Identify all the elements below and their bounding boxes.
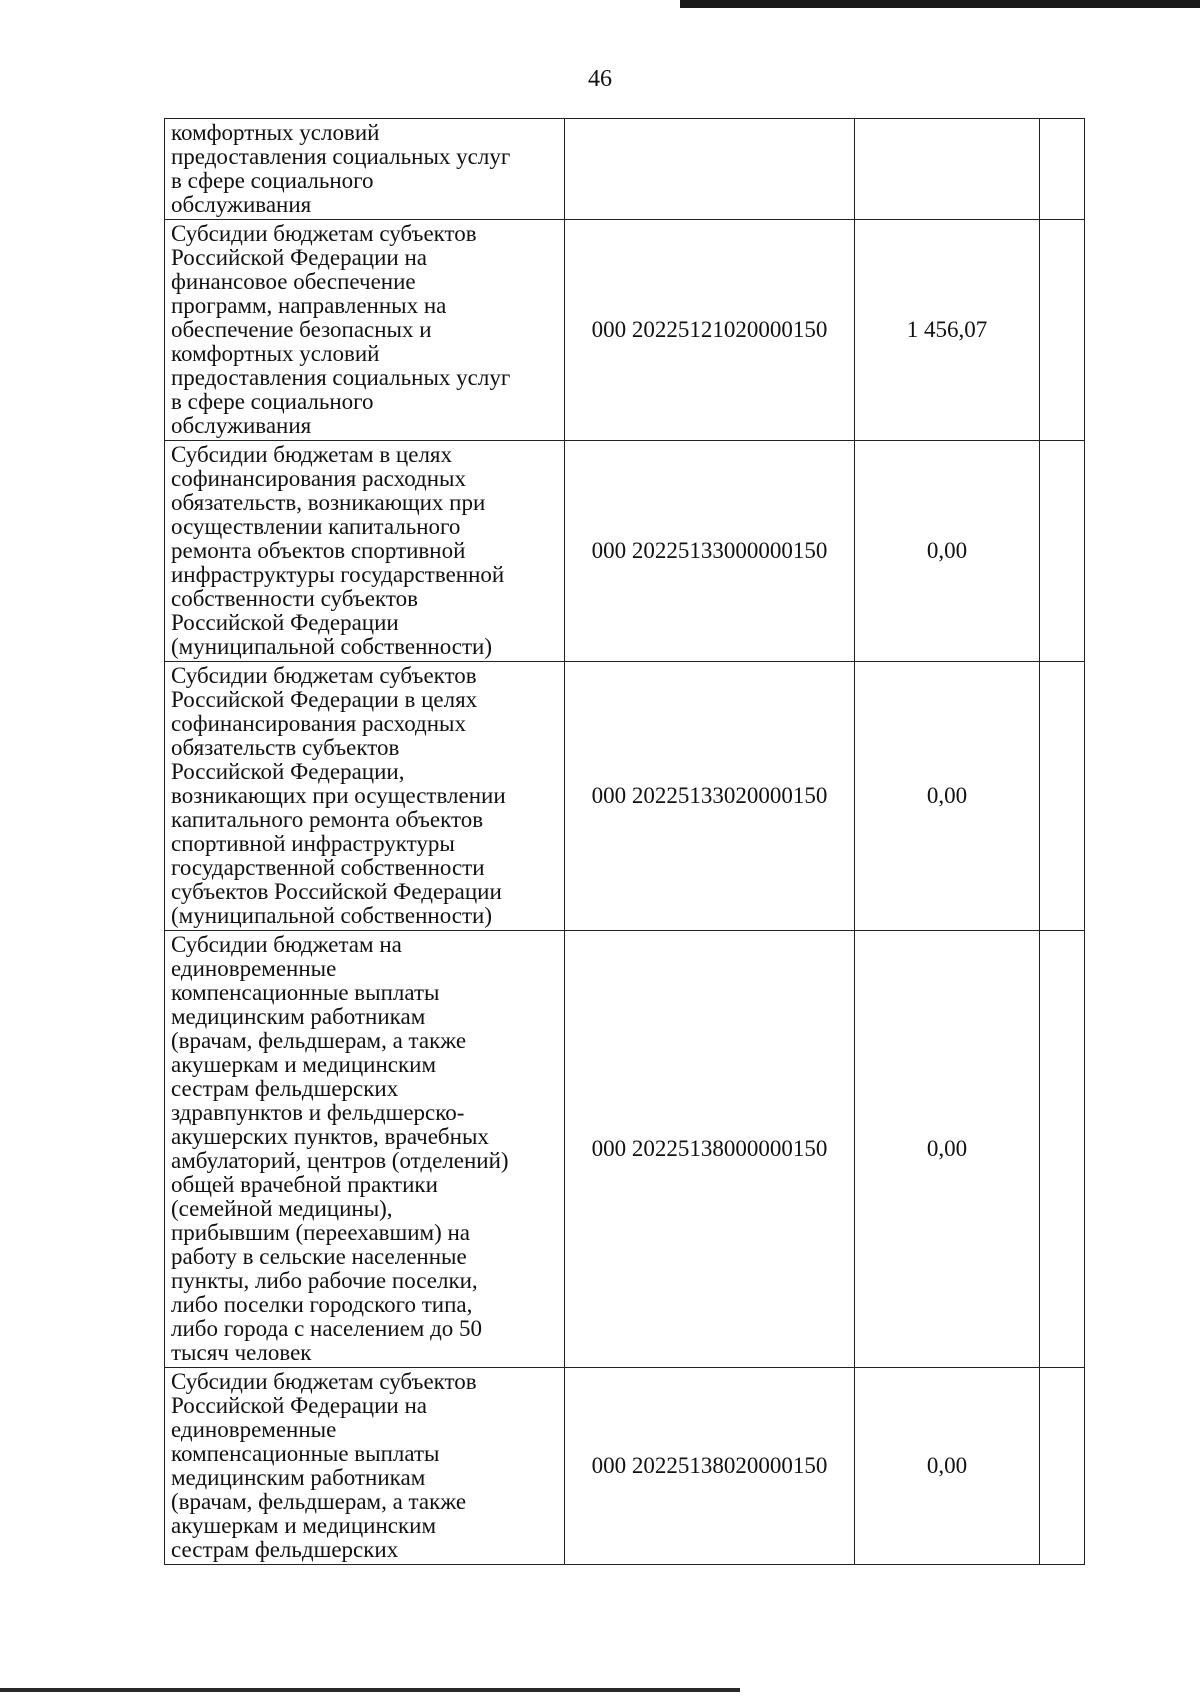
budget-code-cell: 000 20225133020000150 (565, 662, 855, 931)
page-number: 46 (588, 66, 612, 92)
budget-code-cell: 000 20225121020000150 (565, 220, 855, 441)
table-row (165, 441, 1085, 662)
extra-cell (1040, 119, 1085, 220)
extra-cell (1040, 931, 1085, 1368)
table-row (165, 119, 1085, 220)
extra-cell (1040, 441, 1085, 662)
income-name-cell: Субсидии бюджетам на единовременные компенсационные выплаты медицинским работникам (врачам, фельдшерам, а также акушеркам и медицинским сестрам фельдшерских здравпунктов и фельдшерско- акушерских пунктов, врачебных амбулаторий, центров (отделений) общей врачебной практики (семейной медицины), прибывшим (переехавшим) на работу в сельские населенные пункты, либо рабочие поселки, либо поселки городского типа, либо города с населением до 50 тысяч человек (165, 931, 565, 1368)
budget-code-cell: 000 20225138020000150 (565, 1368, 855, 1565)
income-name-cell: Субсидии бюджетам в целях софинансирования расходных обязательств, возникающих при осуществлении капитального ремонта объектов спортивной инфраструктуры государственной собственности субъектов Российской Федерации (муниципальной собственности) (165, 441, 565, 662)
extra-cell (1040, 220, 1085, 441)
budget-table (164, 118, 1085, 1565)
amount-cell: 1 456,07 (855, 220, 1040, 441)
scan-edge-top (680, 0, 1200, 8)
amount-cell: 0,00 (855, 931, 1040, 1368)
table-row (165, 931, 1085, 1368)
table-row (165, 1368, 1085, 1565)
table-row (165, 662, 1085, 931)
amount-cell: 0,00 (855, 441, 1040, 662)
amount-cell: 0,00 (855, 662, 1040, 931)
income-name-cell: Субсидии бюджетам субъектов Российской Федерации в целях софинансирования расходных обязательств субъектов Российской Федерации, возникающих при осуществлении капитального ремонта объектов спортивной инфраструктуры государственной собственности субъектов Российской Федерации (муниципальной собственности) (165, 662, 565, 931)
amount-cell (855, 119, 1040, 220)
scan-edge-bottom (0, 1688, 740, 1692)
extra-cell (1040, 662, 1085, 931)
table-row (165, 220, 1085, 441)
amount-cell: 0,00 (855, 1368, 1040, 1565)
income-name-cell: Субсидии бюджетам субъектов Российской Федерации на финансовое обеспечение программ, направленных на обеспечение безопасных и комфортных условий предоставления социальных услуг в сфере социального обслуживания (165, 220, 565, 441)
budget-code-cell: 000 20225138000000150 (565, 931, 855, 1368)
extra-cell (1040, 1368, 1085, 1565)
budget-code-cell (565, 119, 855, 220)
budget-code-cell: 000 20225133000000150 (565, 441, 855, 662)
income-name-cell: Субсидии бюджетам субъектов Российской Федерации на единовременные компенсационные выплаты медицинским работникам (врачам, фельдшерам, а также акушеркам и медицинским сестрам фельдшерских (165, 1368, 565, 1565)
income-name-cell: комфортных условий предоставления социальных услуг в сфере социального обслуживания (165, 119, 565, 220)
